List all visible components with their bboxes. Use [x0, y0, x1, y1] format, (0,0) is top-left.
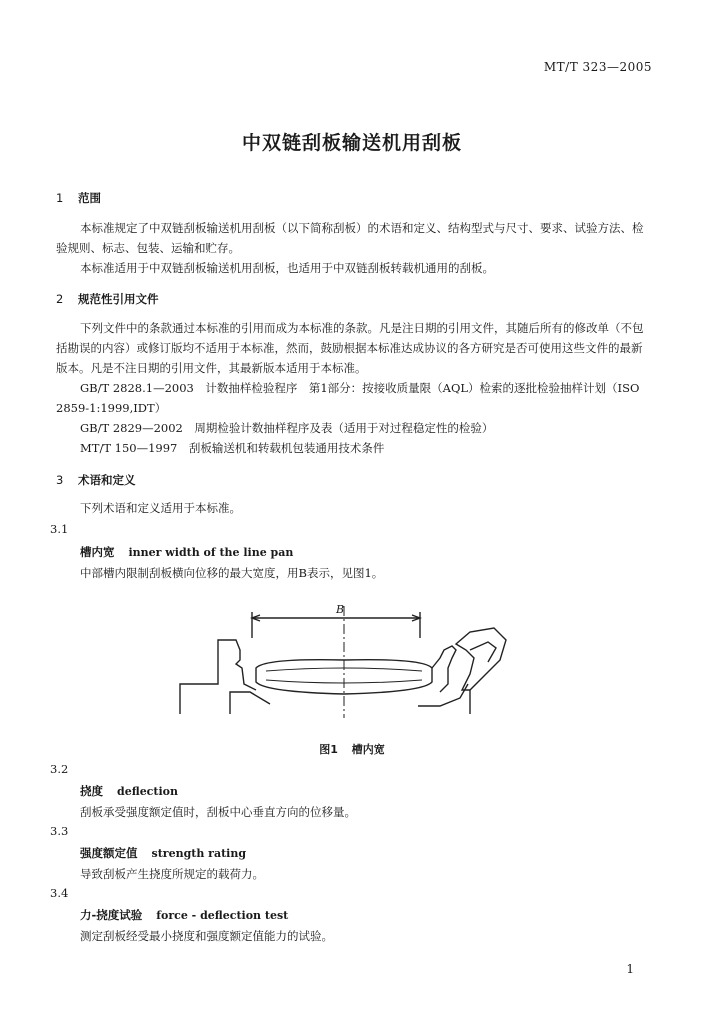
- term-heading: [80, 544, 293, 560]
- term-cn: 强度额定值: [80, 846, 138, 860]
- section-title: 规范性引用文件: [78, 292, 159, 306]
- paragraph: 下列文件中的条款通过本标准的引用而成为本标准的条款。凡是注日期的引用文件，其随后所有的修改单（不包括勘误的内容）或修订版均不适用于本标准，然而，鼓励根据本标准达成协议的各方研究是否可使用这些文件的最新版本。凡是不注日期的引用文件，其最新版本适用于本标准。: [56, 321, 644, 375]
- reference-item: MT/T 150—1997 刮板输送机和转载机包装通用技术条件: [80, 441, 385, 455]
- term-definition: 导致刮板产生挠度所规定的载荷力。: [80, 867, 264, 881]
- term-en: force - deflection test: [156, 909, 289, 922]
- section-number: 1: [56, 191, 64, 205]
- reference-item: GB/T 2828.1—2003 计数抽样检验程序 第1部分：按接收质量限（AQL）检索的逐批检验抽样计划（ISO 2859-1:1999,IDT）: [56, 381, 640, 415]
- section-number: 3: [56, 473, 64, 487]
- paragraph: 本标准适用于中双链刮板输送机用刮板，也适用于中双链刮板转载机通用的刮板。: [80, 261, 494, 275]
- clause-number: 3.2: [50, 762, 69, 776]
- figure-caption: 图1 槽内宽: [319, 743, 385, 756]
- document-title: 中双链刮板输送机用刮板: [241, 132, 462, 154]
- reference-item: GB/T 2829—2002 周期检验计数抽样程序及表（适用于对过程稳定性的检验）: [80, 421, 494, 435]
- term-heading: [80, 783, 178, 799]
- paragraph: 本标准规定了中双链刮板输送机用刮板（以下简称刮板）的术语和定义、结构型式与尺寸、要求、试验方法、检验规则、标志、包装、运输和贮存。: [56, 221, 644, 255]
- section-3-heading: [56, 472, 136, 488]
- page-number: 1: [626, 962, 634, 976]
- section-number: 2: [56, 292, 64, 306]
- clause-number: 3.1: [50, 522, 69, 536]
- term-cn: 挠度: [80, 784, 103, 798]
- dimension-label: B: [336, 603, 345, 616]
- clause-number: 3.4: [50, 886, 69, 900]
- term-heading: [80, 907, 288, 923]
- term-definition: 刮板承受强度额定值时，刮板中心垂直方向的位移量。: [80, 805, 356, 819]
- term-en: deflection: [117, 785, 178, 798]
- section-title: 范围: [78, 191, 101, 205]
- section-1-heading: [56, 190, 101, 206]
- section-title: 术语和定义: [78, 473, 136, 487]
- term-cn: 槽内宽: [80, 545, 115, 559]
- term-en: inner width of the line pan: [128, 546, 294, 559]
- term-definition: 中部槽内限制刮板横向位移的最大宽度，用B表示，见图1。: [80, 566, 384, 580]
- standard-code: MT/T 323—2005: [543, 60, 652, 74]
- term-cn: 力-挠度试验: [80, 908, 143, 922]
- paragraph: 下列术语和定义适用于本标准。: [80, 501, 241, 515]
- term-definition: 测定刮板经受最小挠度和强度额定值能力的试验。: [80, 929, 333, 943]
- term-en: strength rating: [151, 847, 247, 860]
- section-2-heading: [56, 291, 159, 307]
- term-heading: [80, 845, 246, 861]
- clause-number: 3.3: [50, 824, 69, 838]
- line-pan-figure: [170, 598, 530, 728]
